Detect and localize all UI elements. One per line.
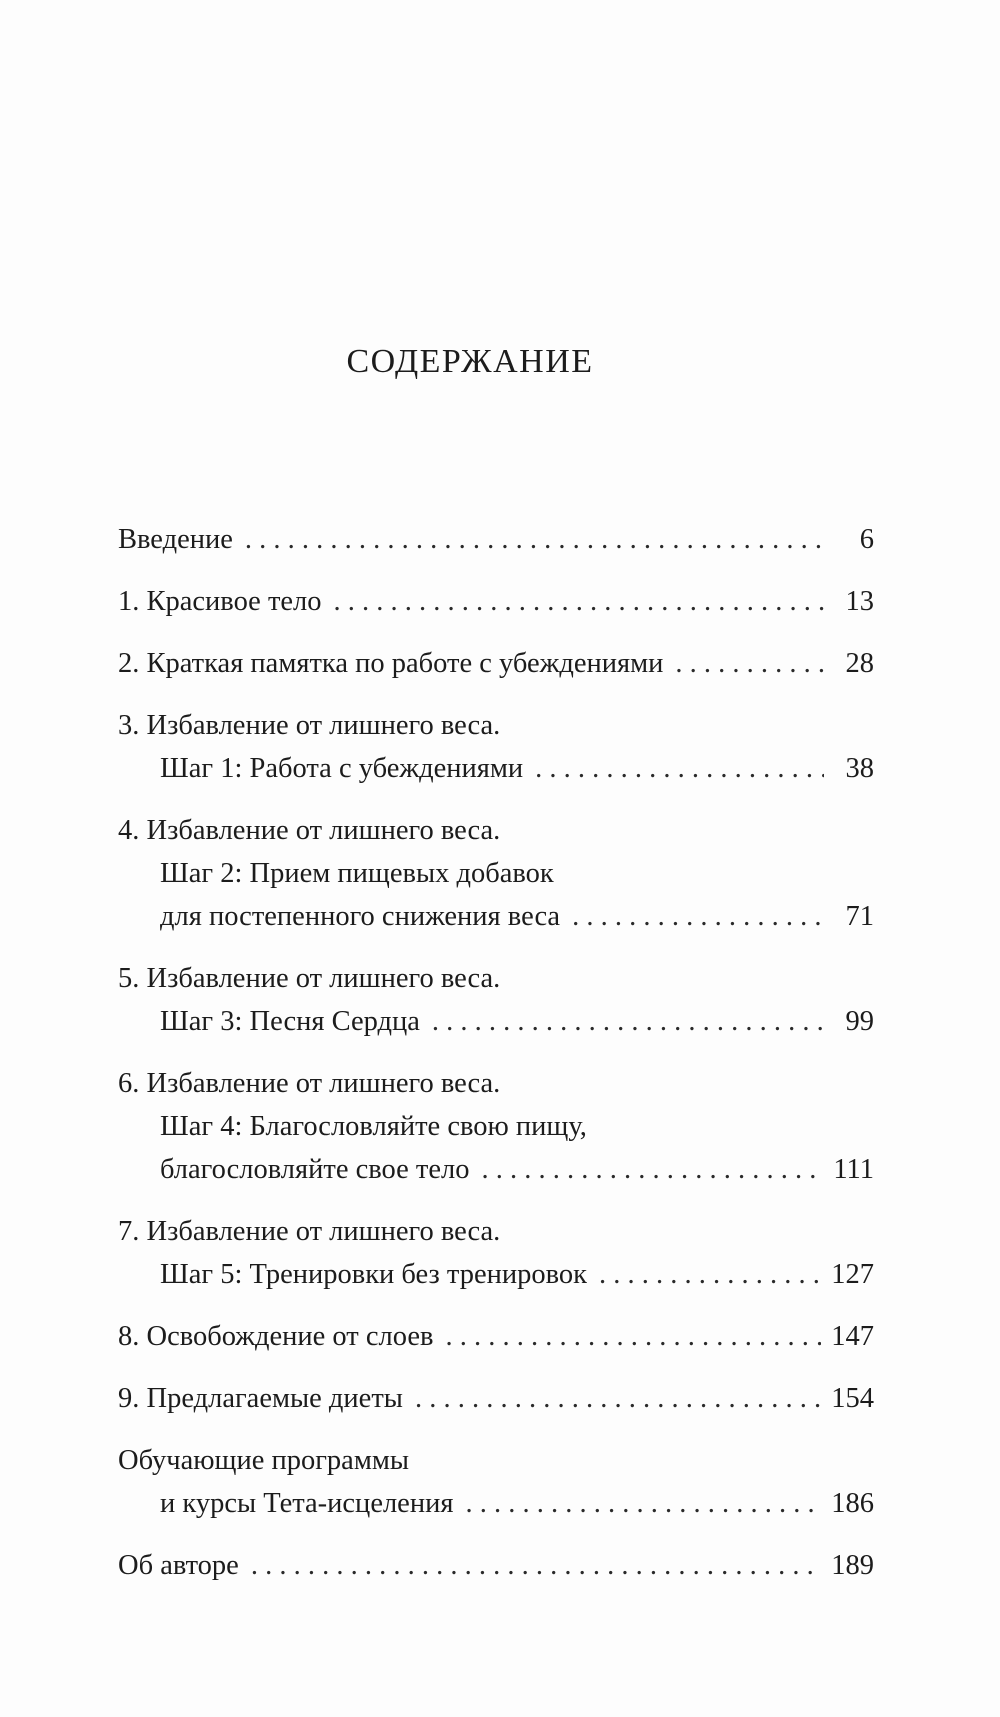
toc-entry bbox=[118, 1377, 874, 1420]
toc-line bbox=[118, 1377, 874, 1420]
dot-leader bbox=[432, 1000, 824, 1043]
toc-page-number: 127 bbox=[831, 1259, 874, 1290]
toc-entry-title: для постепенного снижения веса bbox=[160, 901, 561, 932]
toc-entry bbox=[118, 580, 874, 623]
toc-entry bbox=[118, 957, 874, 1043]
toc-line: 3. Избавление от лишнего веса. bbox=[118, 710, 501, 741]
toc-page-number: 111 bbox=[833, 1154, 874, 1185]
dot-leader bbox=[572, 895, 824, 938]
toc-page-number: 189 bbox=[831, 1550, 874, 1581]
toc-entry-title: Шаг 1: Работа с убеждениями bbox=[160, 753, 524, 784]
toc-entry-title: Шаг 3: Песня Сердца bbox=[160, 1006, 420, 1037]
dot-leader bbox=[465, 1482, 821, 1525]
toc-page-number: 28 bbox=[845, 648, 874, 679]
dot-leader bbox=[245, 518, 824, 561]
toc-entry-title: Введение bbox=[118, 524, 233, 555]
toc-line bbox=[118, 642, 874, 685]
dot-leader bbox=[334, 580, 824, 623]
toc-entry bbox=[118, 518, 874, 561]
toc-line bbox=[118, 1482, 874, 1525]
toc-line: 5. Избавление от лишнего веса. bbox=[118, 963, 501, 994]
toc-page-number: 186 bbox=[831, 1488, 874, 1519]
toc-page-number: 38 bbox=[845, 753, 874, 784]
toc-entry-title: 1. Красивое тело bbox=[118, 586, 322, 617]
toc-entry-title: Об авторе bbox=[118, 1550, 239, 1581]
toc-line: Обучающие программы bbox=[118, 1445, 410, 1476]
toc-line bbox=[118, 1253, 874, 1296]
dot-leader bbox=[481, 1148, 823, 1191]
dot-leader bbox=[251, 1544, 821, 1587]
toc-line: 6. Избавление от лишнего веса. bbox=[118, 1068, 501, 1099]
dot-leader bbox=[415, 1377, 821, 1420]
toc-entry-title: и курсы Тета-исцеления bbox=[160, 1488, 454, 1519]
toc-entry-title: 2. Краткая памятка по работе с убеждениями bbox=[118, 648, 664, 679]
toc-entry bbox=[118, 809, 874, 938]
toc-entry bbox=[118, 1439, 874, 1525]
toc-entry-title: Шаг 5: Тренировки без тренировок bbox=[160, 1259, 587, 1290]
toc-entry bbox=[118, 642, 874, 685]
toc-entry bbox=[118, 1210, 874, 1296]
toc-entry-title: благословляйте свое тело bbox=[160, 1154, 470, 1185]
toc-line: Шаг 2: Прием пищевых добавок bbox=[160, 858, 554, 889]
toc-entry-title: 9. Предлагаемые диеты bbox=[118, 1383, 403, 1414]
toc-line bbox=[118, 518, 874, 561]
page-title: СОДЕРЖАНИЕ bbox=[346, 343, 594, 380]
toc-line bbox=[118, 747, 874, 790]
toc-line bbox=[118, 1315, 874, 1358]
toc-entry bbox=[118, 1544, 874, 1587]
dot-leader bbox=[445, 1315, 821, 1358]
toc-line: 4. Избавление от лишнего веса. bbox=[118, 815, 501, 846]
toc-entry bbox=[118, 1315, 874, 1358]
dot-leader bbox=[599, 1253, 821, 1296]
dot-leader bbox=[675, 642, 824, 685]
toc-page-number: 99 bbox=[845, 1006, 874, 1037]
dot-leader bbox=[535, 747, 824, 790]
toc-entry bbox=[118, 1062, 874, 1191]
toc-page-number: 13 bbox=[845, 586, 874, 617]
toc-entry bbox=[118, 704, 874, 790]
toc-entry-title: 8. Освобождение от слоев bbox=[118, 1321, 434, 1352]
toc-page-number: 71 bbox=[845, 901, 874, 932]
toc-line bbox=[118, 895, 874, 938]
toc-line bbox=[118, 1148, 874, 1191]
table-of-contents bbox=[118, 518, 874, 1606]
toc-line bbox=[118, 580, 874, 623]
toc-page-number: 154 bbox=[831, 1383, 874, 1414]
toc-page-number: 6 bbox=[859, 524, 874, 555]
toc-line: 7. Избавление от лишнего веса. bbox=[118, 1216, 501, 1247]
toc-line bbox=[118, 1544, 874, 1587]
toc-line: Шаг 4: Благословляйте свою пищу, bbox=[160, 1111, 587, 1142]
toc-page-number: 147 bbox=[831, 1321, 874, 1352]
toc-line bbox=[118, 1000, 874, 1043]
